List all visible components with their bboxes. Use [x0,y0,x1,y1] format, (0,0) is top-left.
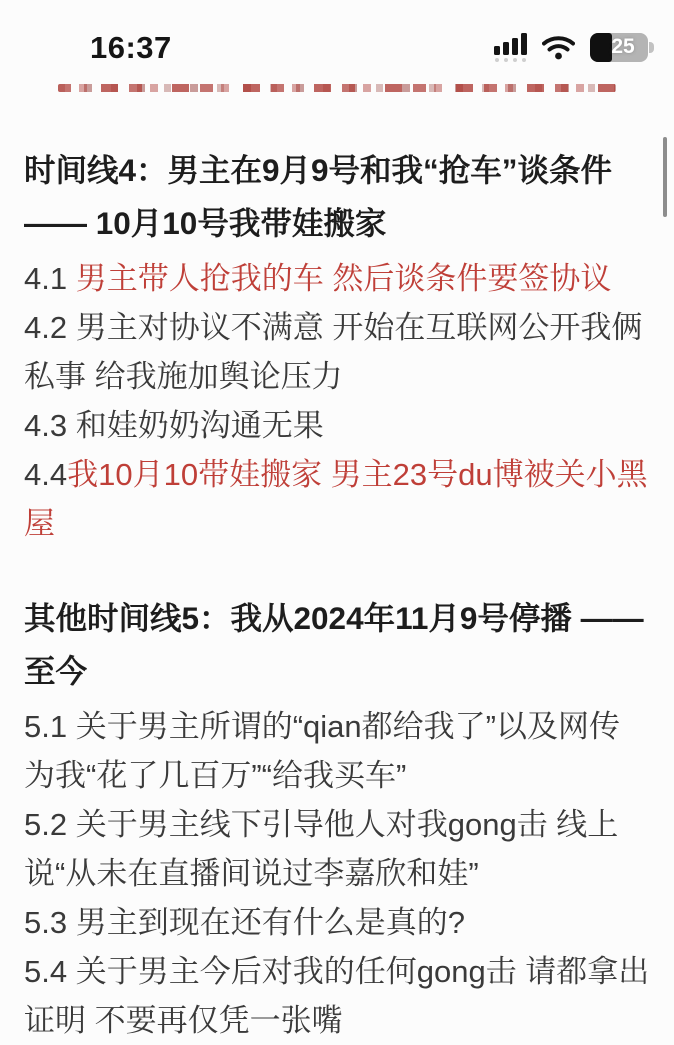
item-number: 5.4 [24,954,68,989]
item-text: 关于男主所谓的“qian都给我了”以及网传为我“花了几百万”“给我买车” [24,709,620,793]
list-item-5-1 [24,702,650,800]
status-bar [0,0,674,76]
item-text: 关于男主今后对我的任何gong击 请都拿出证明 不要再仅凭一张嘴 [24,954,650,1038]
list-item-4-2 [24,303,650,401]
item-number: 5.3 [24,905,68,940]
document-content [0,82,674,1045]
item-number: 4.2 [24,310,68,345]
item-number: 5.1 [24,709,68,744]
wifi-icon [542,35,575,60]
list-item-4-3 [24,401,650,450]
scrollbar-thumb[interactable] [663,137,667,217]
item-text: 和娃奶奶沟通无果 [67,408,324,443]
timeline-5-heading: 其他时间线5：我从2024年11月9号停播 —— 至今 [24,600,644,689]
item-text: 关于男主线下引导他人对我gong击 线上说“从未在直播间说过李嘉欣和娃” [24,807,619,891]
timeline-4-heading: 时间线4：男主在9月9号和我“抢车”谈条件 —— 10月10号我带娃搬家 [24,152,613,241]
item-text: 男主带人抢我的车 然后谈条件要签协议 [67,261,612,296]
battery-icon [590,33,648,62]
status-icons [494,30,648,64]
item-number: 5.2 [24,807,68,842]
item-number: 4.3 [24,408,68,443]
secondary-sim-dots [495,58,526,62]
battery-percent-label: 25 [611,35,635,58]
list-item-5-4 [24,947,650,1045]
item-number: 4.1 [24,261,68,296]
item-text: 我10月10带娃搬家 男主23号du博被关小黑屋 [24,457,648,541]
status-time: 16:37 [90,30,172,65]
list-item-5-2 [24,800,650,898]
item-number: 4.4 [24,457,68,492]
list-item-4-1 [24,254,650,303]
item-text: 男主对协议不满意 开始在互联网公开我俩私事 给我施加舆论压力 [24,310,643,394]
cellular-signal-icon [494,33,527,62]
signal-bars [494,33,527,55]
clipped-red-text-line [58,82,636,94]
list-item-4-4 [24,450,650,548]
list-item-5-3 [24,898,650,947]
battery-nub [649,42,654,53]
item-text: 男主到现在还有什么是真的? [67,905,465,940]
